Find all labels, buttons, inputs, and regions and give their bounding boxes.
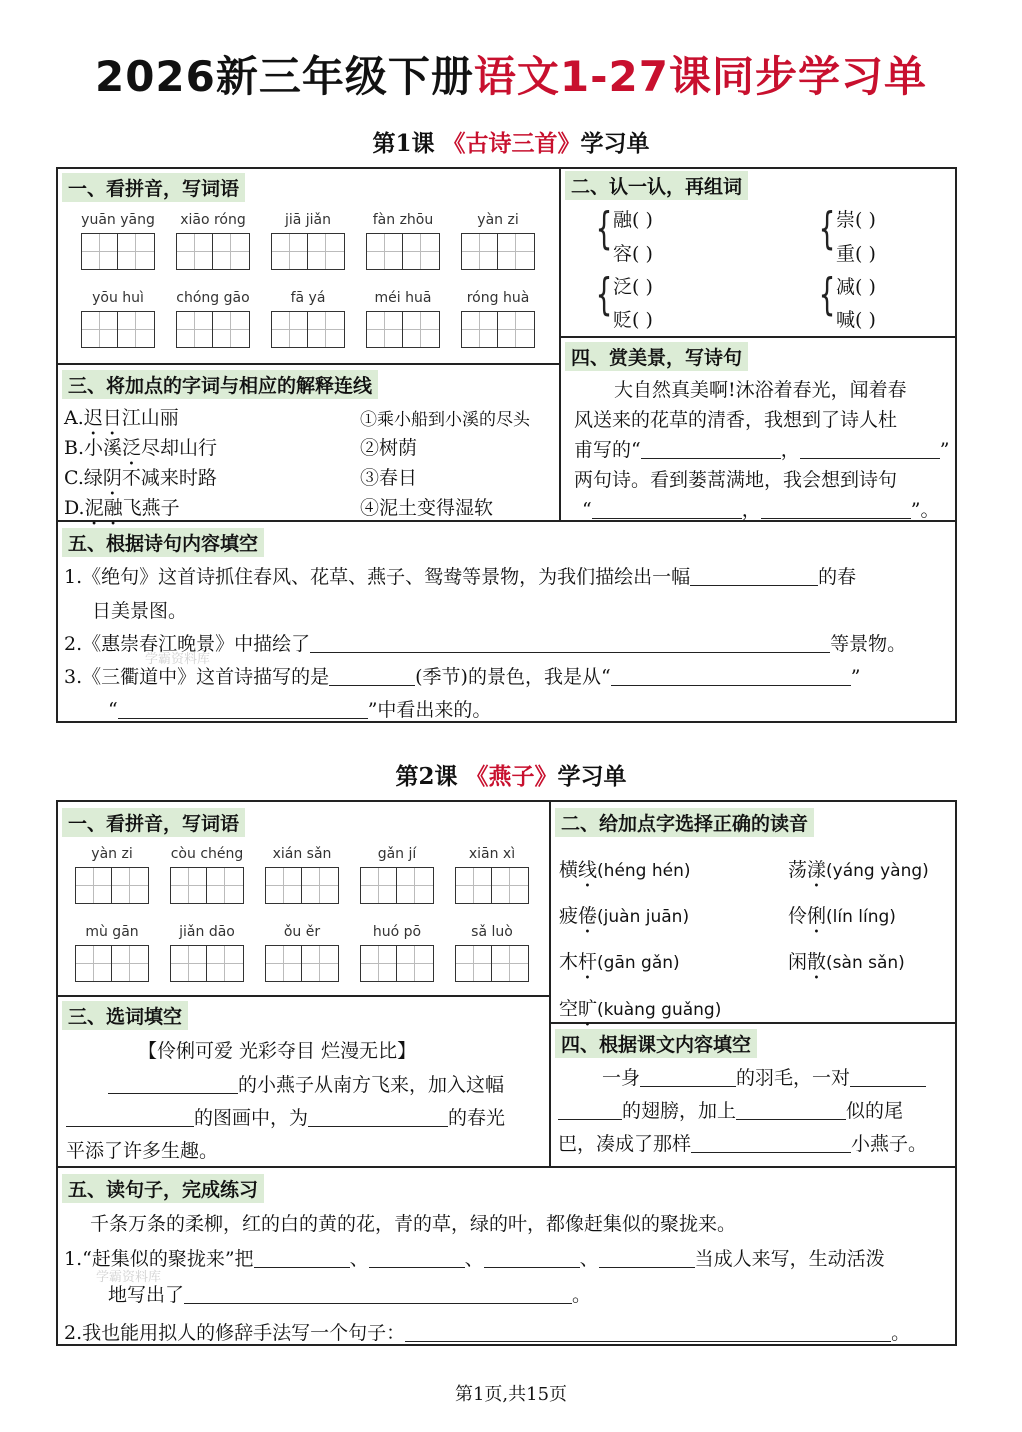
l1-s4-line: 大自然真美啊!沐浴着春光，闻着春	[614, 379, 907, 401]
writing-box[interactable]	[112, 945, 149, 982]
writing-box[interactable]	[455, 945, 492, 982]
pinyin-word-cell	[78, 210, 158, 270]
l2-s1-heading: 一、看拼音，写词语	[62, 808, 245, 837]
blank[interactable]	[611, 666, 851, 686]
pinyin-word-cell	[268, 210, 348, 270]
writing-box[interactable]	[118, 311, 155, 348]
writing-box[interactable]	[207, 945, 244, 982]
page-footer: 第1页,共15页	[454, 1384, 568, 1405]
l2-s3-line1: 的小燕子从南方飞来，加入这幅	[108, 1070, 504, 1097]
pinyin-word-cell	[357, 844, 437, 904]
blank[interactable]	[118, 699, 368, 719]
l1-s2-item: 喊( )	[836, 309, 876, 331]
writing-box[interactable]	[461, 233, 498, 270]
l1-s2-heading: 二、认一认，再组词	[565, 171, 748, 200]
l1-s3-right[interactable]: ①乘小船到小溪的尽头	[360, 410, 530, 430]
blank[interactable]	[850, 1067, 926, 1087]
pinyin-label: huó pō	[372, 924, 422, 940]
l1-s2-item: 减( )	[836, 276, 876, 298]
pinyin-label: yōu huì	[92, 290, 144, 306]
l2-s5-q2: 2.我也能用拟人的修辞手法写一个句子： 。	[64, 1322, 911, 1344]
pinyin-label: yàn zi	[477, 212, 519, 228]
pinyin-word-cell	[458, 288, 538, 348]
l1-s5-q1: 1.《绝句》这首诗抓住春风、花草、燕子、鸳鸯等景物，为我们描绘出一幅 的春	[64, 566, 857, 588]
pinyin-label: fàn zhōu	[372, 212, 434, 228]
writing-box[interactable]	[75, 945, 112, 982]
pinyin-label: sǎ luò	[471, 924, 513, 940]
blank[interactable]	[599, 1248, 695, 1268]
pinyin-label: xiāo róng	[180, 212, 246, 228]
blank[interactable]	[308, 1107, 448, 1127]
pinyin-label: fā yá	[290, 290, 326, 306]
writing-box[interactable]	[112, 867, 149, 904]
l1-s3-left-a[interactable]: A.迟日江山丽	[64, 407, 179, 429]
l1-s2-item: 贬( )	[613, 309, 653, 331]
pronunciation-item[interactable]: 伶俐(lín líng)	[788, 905, 896, 927]
pinyin-label: yuān yāng	[81, 212, 155, 228]
l1-s3-left-d[interactable]: D.泥融飞燕子	[64, 497, 180, 519]
blank[interactable]	[800, 439, 940, 459]
blank[interactable]	[66, 1107, 194, 1127]
l2-s2-heading: 二、给加点字选择正确的读音	[555, 808, 814, 837]
writing-box[interactable]	[366, 233, 403, 270]
l2-s5-q1: 1.“赶集似的聚拢来”把 、 、 、 当成人来写，生动活泼	[64, 1248, 885, 1270]
blank[interactable]	[592, 499, 742, 519]
pinyin-label: còu chéng	[170, 846, 244, 862]
pinyin-label: róng huà	[466, 290, 530, 306]
pinyin-word-cell	[458, 210, 538, 270]
writing-box[interactable]	[176, 233, 213, 270]
l1-s4-line3: 甫写的“ ， ”	[574, 439, 950, 461]
pinyin-word-cell	[173, 210, 253, 270]
writing-box[interactable]	[461, 311, 498, 348]
l1-s3-right[interactable]: ②树荫	[360, 437, 418, 459]
l2-s4-line2: 的翅膀，加上 似的尾	[558, 1096, 903, 1123]
writing-box[interactable]	[308, 233, 345, 270]
writing-box[interactable]	[81, 311, 118, 348]
l1-s4-heading: 四、赏美景，写诗句	[565, 342, 748, 371]
writing-box[interactable]	[302, 945, 339, 982]
blank[interactable]	[405, 1322, 891, 1342]
pinyin-word-cell	[357, 922, 437, 982]
l2-s4-line3: 巴，凑成了那样 小燕子。	[558, 1133, 928, 1155]
writing-box[interactable]	[118, 233, 155, 270]
pinyin-label: gǎn jí	[377, 846, 417, 862]
blank[interactable]	[254, 1248, 350, 1268]
pronunciation-item[interactable]: 疲倦(juàn juān)	[559, 905, 690, 927]
l1-s3-right[interactable]: ④泥土变得湿软	[360, 497, 494, 519]
writing-box[interactable]	[498, 233, 535, 270]
writing-box[interactable]	[403, 311, 440, 348]
writing-box[interactable]	[397, 945, 434, 982]
pinyin-word-cell	[173, 288, 253, 348]
pronunciation-item[interactable]: 荡漾(yáng yàng)	[788, 859, 929, 881]
watermark: 学霸资料库	[96, 1270, 162, 1285]
lesson1-title: 第1课 《古诗三首》学习单	[372, 130, 650, 157]
l1-s2-item: 重( )	[836, 243, 876, 265]
pinyin-word-cell	[78, 288, 158, 348]
pinyin-word-cell	[262, 844, 342, 904]
pinyin-word-cell	[167, 844, 247, 904]
blank[interactable]	[690, 566, 818, 586]
pinyin-label: ǒu ěr	[283, 924, 321, 940]
blank[interactable]	[329, 666, 415, 686]
pinyin-word-cell	[262, 922, 342, 982]
l1-s3-left-c[interactable]: C.绿阴不减来时路	[64, 467, 217, 489]
writing-box[interactable]	[403, 233, 440, 270]
l1-s3-right[interactable]: ③春日	[360, 467, 418, 489]
l2-s3-words: 【伶俐可爱 光彩夺目 烂漫无比】	[138, 1040, 417, 1062]
writing-box[interactable]	[170, 867, 207, 904]
writing-box[interactable]	[492, 945, 529, 982]
page-title: 2026新三年级下册语文1-27课同步学习单	[94, 52, 927, 101]
writing-box[interactable]	[492, 867, 529, 904]
writing-box[interactable]	[75, 867, 112, 904]
blank[interactable]	[761, 499, 911, 519]
l1-s3-left-b[interactable]: B.小溪泛尽却山行	[64, 437, 218, 459]
pronunciation-item[interactable]: 闲散(sàn sǎn)	[788, 951, 905, 973]
pinyin-word-cell	[363, 288, 443, 348]
pinyin-label: xiān xì	[468, 846, 516, 862]
writing-box[interactable]	[498, 311, 535, 348]
writing-box[interactable]	[213, 233, 250, 270]
blank[interactable]	[484, 1248, 580, 1268]
l2-s3-line3: 平添了许多生趣。	[66, 1140, 219, 1162]
writing-box[interactable]	[265, 945, 302, 982]
l2-s3-heading: 三、选词填空	[62, 1001, 188, 1030]
writing-box[interactable]	[360, 867, 397, 904]
writing-box[interactable]	[170, 945, 207, 982]
l1-s1-heading: 一、看拼音，写词语	[62, 173, 245, 202]
l2-s5-heading: 五、读句子，完成练习	[62, 1174, 264, 1203]
pinyin-label: yàn zi	[91, 846, 133, 862]
l1-s5-heading: 五、根据诗句内容填空	[62, 528, 264, 557]
writing-box[interactable]	[176, 311, 213, 348]
blank[interactable]	[640, 1067, 736, 1087]
writing-box[interactable]	[366, 311, 403, 348]
writing-box[interactable]	[360, 945, 397, 982]
blank[interactable]	[641, 439, 781, 459]
pinyin-word-cell	[452, 844, 532, 904]
pronunciation-item[interactable]: 木杆(gān gǎn)	[559, 951, 680, 973]
pinyin-word-cell	[363, 210, 443, 270]
l2-s4-heading: 四、根据课文内容填空	[555, 1029, 757, 1058]
l1-s5-q3-cont: “ ”中看出来的。	[108, 699, 492, 721]
l1-s4-line: 两句诗。看到蒌蒿满地，我会想到诗句	[574, 469, 898, 491]
pinyin-word-cell	[452, 922, 532, 982]
l1-s2-item: 泛( )	[613, 276, 653, 298]
pinyin-word-cell	[72, 922, 152, 982]
l1-s5-q2: 2.《惠崇春江晚景》中描绘了 等景物。	[64, 633, 907, 655]
l1-s4-line: 风送来的花草的清香，我想到了诗人杜	[574, 409, 898, 431]
blank[interactable]	[108, 1074, 238, 1094]
writing-box[interactable]	[213, 311, 250, 348]
writing-box[interactable]	[265, 867, 302, 904]
pronunciation-item[interactable]: 横线(héng hén)	[559, 859, 691, 881]
pinyin-word-cell	[167, 922, 247, 982]
pinyin-label: jiā jiǎn	[284, 212, 332, 228]
pinyin-label: jiǎn dāo	[179, 924, 235, 940]
writing-box[interactable]	[271, 311, 308, 348]
pinyin-label: mù gān	[85, 924, 139, 940]
pinyin-label: méi huā	[374, 290, 432, 306]
l2-s5-q1-cont: 地写出了 。	[108, 1284, 592, 1306]
blank[interactable]	[691, 1133, 851, 1153]
lesson2-title: 第2课 《燕子》学习单	[395, 763, 627, 790]
writing-box[interactable]	[81, 233, 118, 270]
writing-box[interactable]	[455, 867, 492, 904]
pinyin-word-cell	[72, 844, 152, 904]
l1-s4-line5: “ ， ”。	[582, 499, 940, 521]
l1-s2-item: 融( )	[613, 209, 653, 231]
l1-s5-q3: 3.《三衢道中》这首诗描写的是 (季节)的景色，我是从“ ”	[64, 666, 861, 688]
l1-s2-item: 崇( )	[836, 209, 876, 231]
l2-s5-sentence: 千条万条的柔柳，红的白的黄的花，青的草，绿的叶，都像赶集似的聚拢来。	[90, 1213, 737, 1235]
writing-box[interactable]	[271, 233, 308, 270]
blank[interactable]	[184, 1284, 572, 1304]
l1-s3-heading: 三、将加点的字词与相应的解释连线	[62, 370, 378, 399]
pinyin-label: xián sǎn	[272, 846, 332, 862]
pronunciation-item[interactable]: 空旷(kuàng guǎng)	[559, 998, 722, 1020]
blank[interactable]	[369, 1248, 465, 1268]
writing-box[interactable]	[207, 867, 244, 904]
writing-box[interactable]	[302, 867, 339, 904]
watermark: 学霸资料库	[145, 652, 211, 667]
blank[interactable]	[310, 633, 830, 653]
writing-box[interactable]	[308, 311, 345, 348]
pinyin-label: chóng gāo	[176, 290, 250, 306]
l2-s4-line1: 一身 的羽毛，一对	[602, 1063, 926, 1090]
l2-s3-line2: 的图画中，为 的春光	[66, 1103, 505, 1130]
l1-s5-q1-cont: 日美景图。	[92, 600, 188, 622]
l1-s2-item: 容( )	[613, 243, 653, 265]
writing-box[interactable]	[397, 867, 434, 904]
blank[interactable]	[558, 1100, 622, 1120]
pinyin-word-cell	[268, 288, 348, 348]
blank[interactable]	[736, 1100, 846, 1120]
